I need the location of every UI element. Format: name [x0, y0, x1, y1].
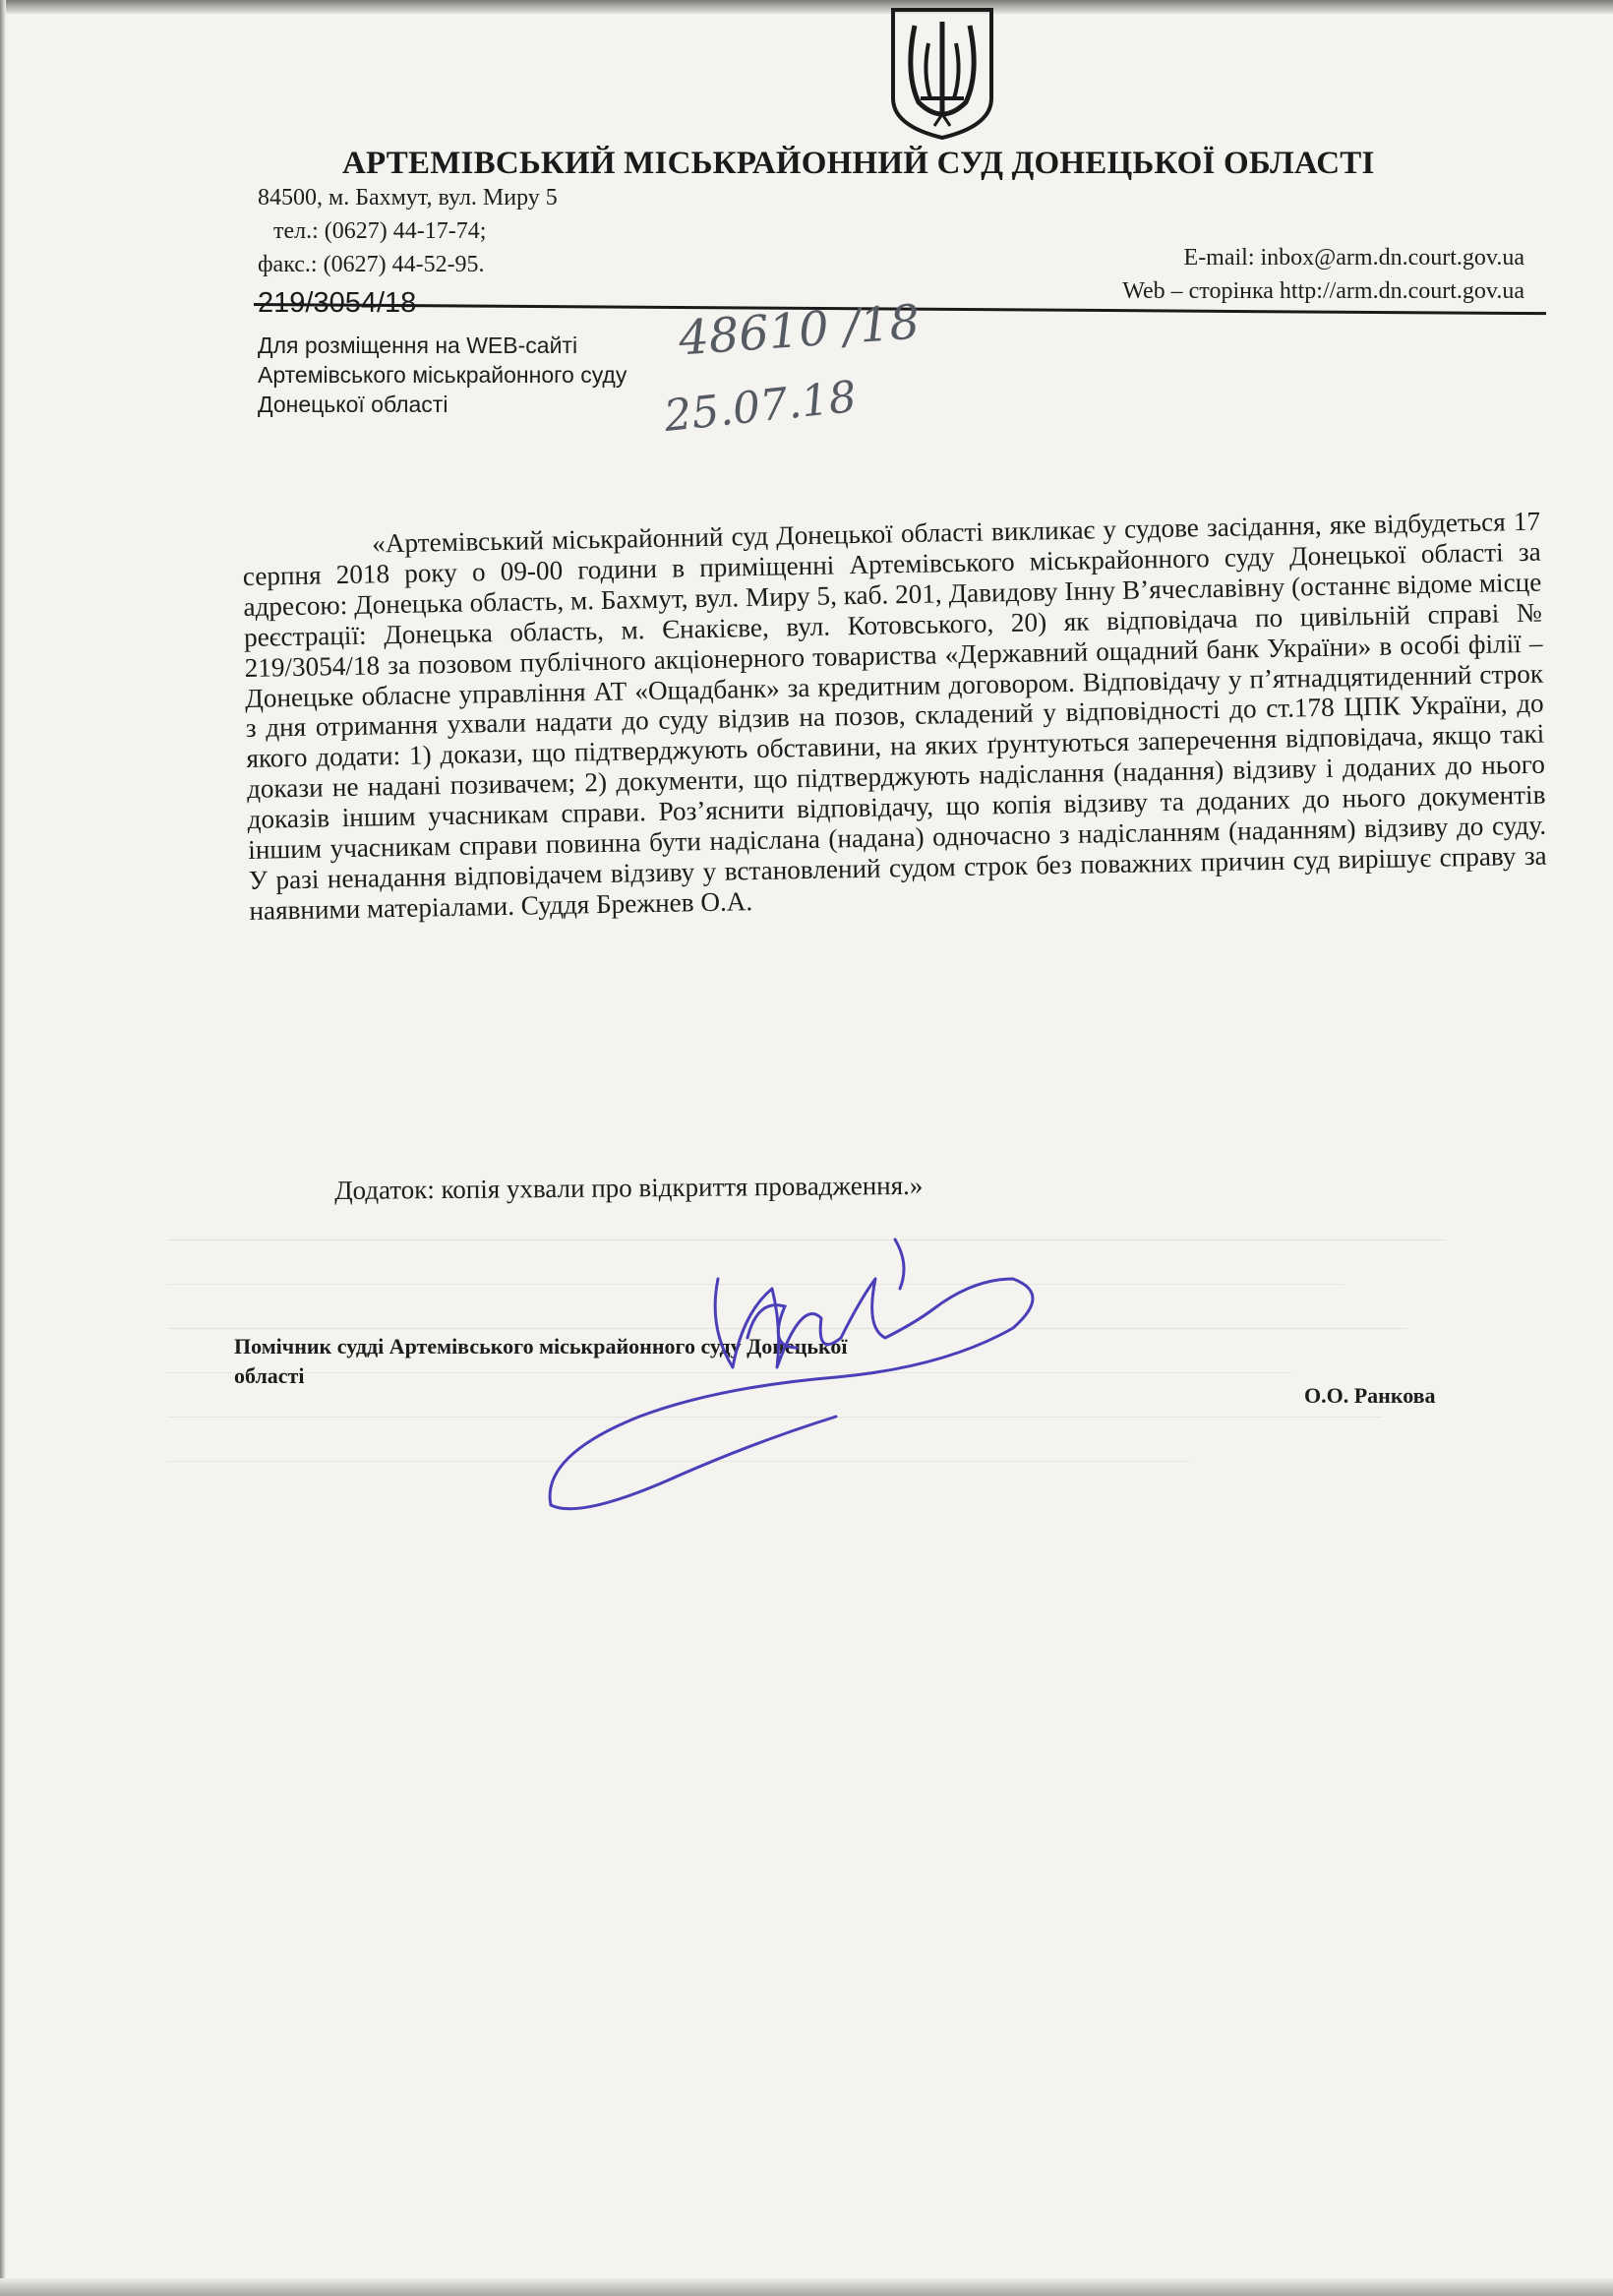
handwritten-date: 25.07.18	[661, 371, 860, 443]
case-number: 219/3054/18	[258, 287, 417, 319]
court-fax: факс.: (0627) 44-52-95.	[258, 252, 485, 277]
court-address: 84500, м. Бахмут, вул. Миру 5	[258, 185, 558, 211]
court-website: Web – сторінка http://arm.dn.court.gov.ua	[1122, 278, 1524, 304]
court-contacts	[974, 241, 1524, 308]
signer-position: Помічник судді Артемівського міськрайонного суду Донецької області	[234, 1334, 848, 1388]
summons-text: «Артемівський міськрайонний суд Донецької області викликає у судове засідання, яке відбудеться 17 серпня 2018 року о 09-00 години в приміщенні Артемівського міськрайонного суду Донецької області за адресою: Донецька область, м. Бахмут, вул. Миру 5, каб. 201, Давидову Інну В’ячеславівну (останнє відоме місце реєстрації: Донецька область, м. Єнакієве, вул. Котовського, 20) як відповідача по цивільній справі № 219/3054/18 за позовом публічного акціонерного товариства «Державний ощадний банк України» в особі філії – Донецьке обласне управління АТ «Ощадбанк» за кредитним договором. Відповідачу у п’ятнадцятиденний строк з дня отримання ухвали надати до суду відзив на позов, складений у відповідності до ст.178 ЦПК України, до якого додати: 1) докази, що підтверджують обставини, на яких ґрунтуються заперечення відповідача, якщо такі докази не надані позивачем; 2) документи, що підтверджують надіслання (надання) відзиву і доданих до нього доказів іншим учасникам справи. Роз’яснити відповідачу, що копія відзиву та доданих до нього документів іншим учасникам справи повинна бути надіслана (надана) одночасно з надісланням (наданням) відзиву до суду. У разі ненадання відповідачем відзиву у встановлений судом строк без поважних причин суд вирішує справу за наявними матеріалами. Суддя Брежнев О.А.	[242, 506, 1547, 926]
scan-edge-top	[0, 0, 1613, 14]
appendix-line: Додаток: копія ухвали про відкриття провадження.»	[334, 1170, 924, 1205]
court-address-block	[258, 181, 558, 281]
signer-name: О.О. Ранкова	[1304, 1383, 1436, 1408]
court-title: АРТЕМІВСЬКИЙ МІСЬКРАЙОННИЙ СУД ДОНЕЦЬКОЇ ОБЛАСТІ	[342, 146, 1375, 181]
scan-edge-bottom	[0, 2278, 1613, 2296]
coat-of-arms-icon	[885, 4, 999, 142]
handwritten-registration-number: 48610 /18	[677, 294, 922, 367]
scan-edge-left	[0, 0, 6, 2296]
court-phone: тел.: (0627) 44-17-74;	[273, 218, 487, 244]
handwritten-signature	[521, 1220, 1052, 1515]
web-placement-note: Для розміщення на WEB-сайті Артемівського міськрайонного суду Донецької області	[258, 332, 627, 417]
court-email: E-mail: inbox@arm.dn.court.gov.ua	[1183, 245, 1524, 271]
